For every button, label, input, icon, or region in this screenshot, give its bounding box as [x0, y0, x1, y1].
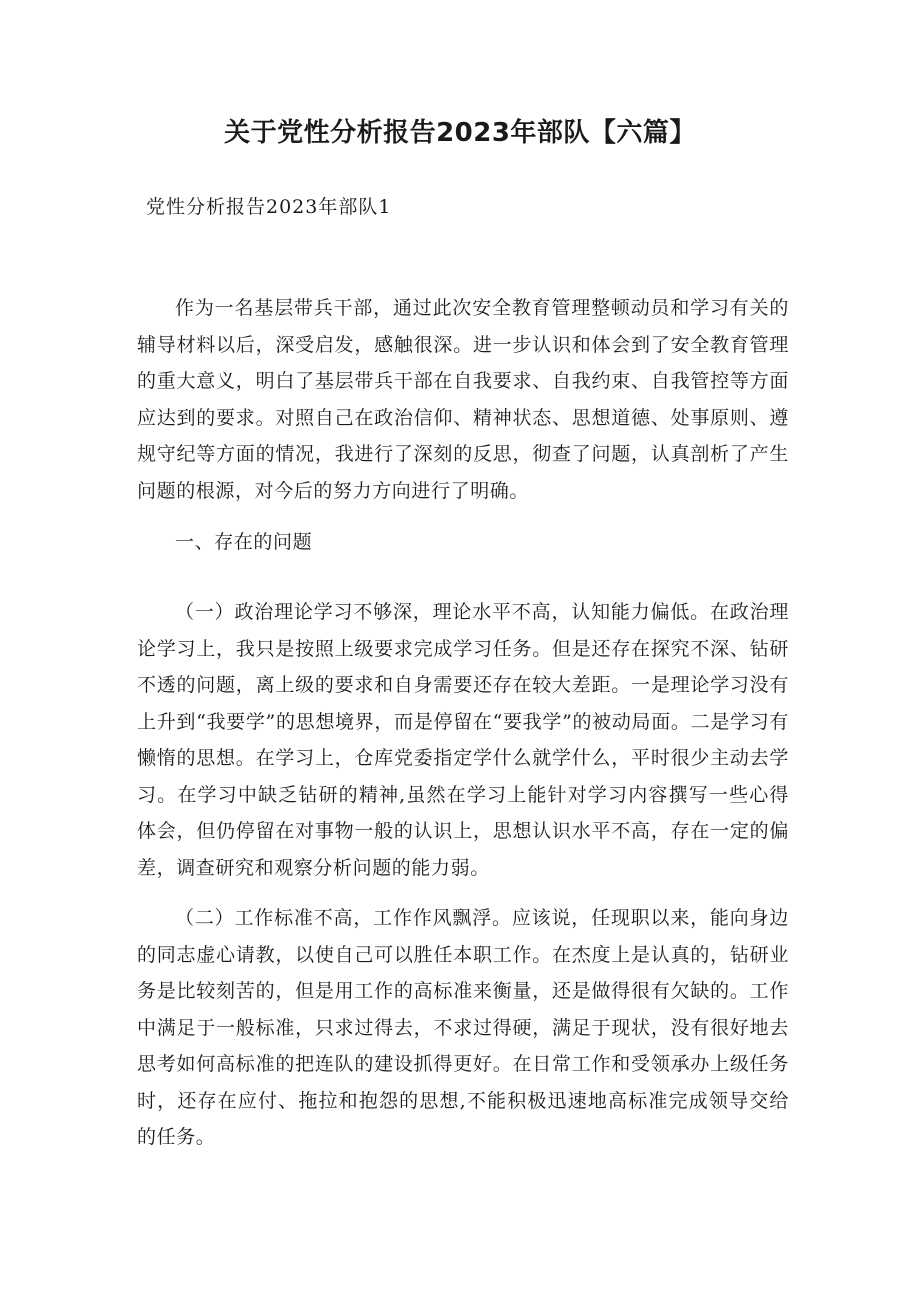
document-subtitle: 党性分析报告2023年部队1	[146, 196, 392, 218]
intro-paragraph: 作为一名基层带兵干部，通过此次安全教育管理整顿动员和学习有关的辅导材料以后，深受启发，感触很深。进一步认识和体会到了安全教育管理的重大意义，明白了基层带兵干部在自我要求、自我约束、自我管控等方面应达到的要求。对照自己在政治信仰、精神状态、思想道德、处事原则、遵规守纪等方面的情况，我进行了深刻的反思，彻查了问题，认真剖析了产生问题的根源，对今后的努力方向进行了明确。	[137, 297, 789, 502]
section-2-paragraph: （二）工作标准不高，工作作风飘浮。应该说，任现职以来，能向身边的同志虚心请教，以使自己可以胜任本职工作。在杰度上是认真的，钻研业务是比较刻苦的，但是用工作的高标准来衡量，还是做得很有欠缺的。工作中满足于一般标准，只求过得去，不求过得硬，满足于现状，没有很好地去思考如何高标准的把连队的建设抓得更好。在日常工作和受领承办上级任务时，还存在应付、拖拉和抱怨的思想,不能积极迅速地高标准完成领导交给的任务。	[137, 907, 789, 1148]
document-title: 关于党性分析报告2023年部队【六篇】	[224, 118, 696, 148]
section-heading-problems: 一、存在的问题	[175, 531, 313, 553]
section-1-paragraph: （一）政治理论学习不够深，理论水平不高，认知能力偏低。在政治理论学习上，我只是按照上级要求完成学习任务。但是还存在探究不深、钻研不透的问题，离上级的要求和自身需要还存在较大差距。一是理论学习没有上升到“我要学”的思想境界，而是停留在“要我学”的被动局面。二是学习有懒惰的思想。在学习上，仓库党委指定学什么就学什么，平时很少主动去学习。在学习中缺乏钻研的精神,虽然在学习上能针对学习内容撰写一些心得体会，但仍停留在对事物一般的认识上，思想认识水平不高，存在一定的偏差，调查研究和观察分析问题的能力弱。	[137, 601, 789, 879]
